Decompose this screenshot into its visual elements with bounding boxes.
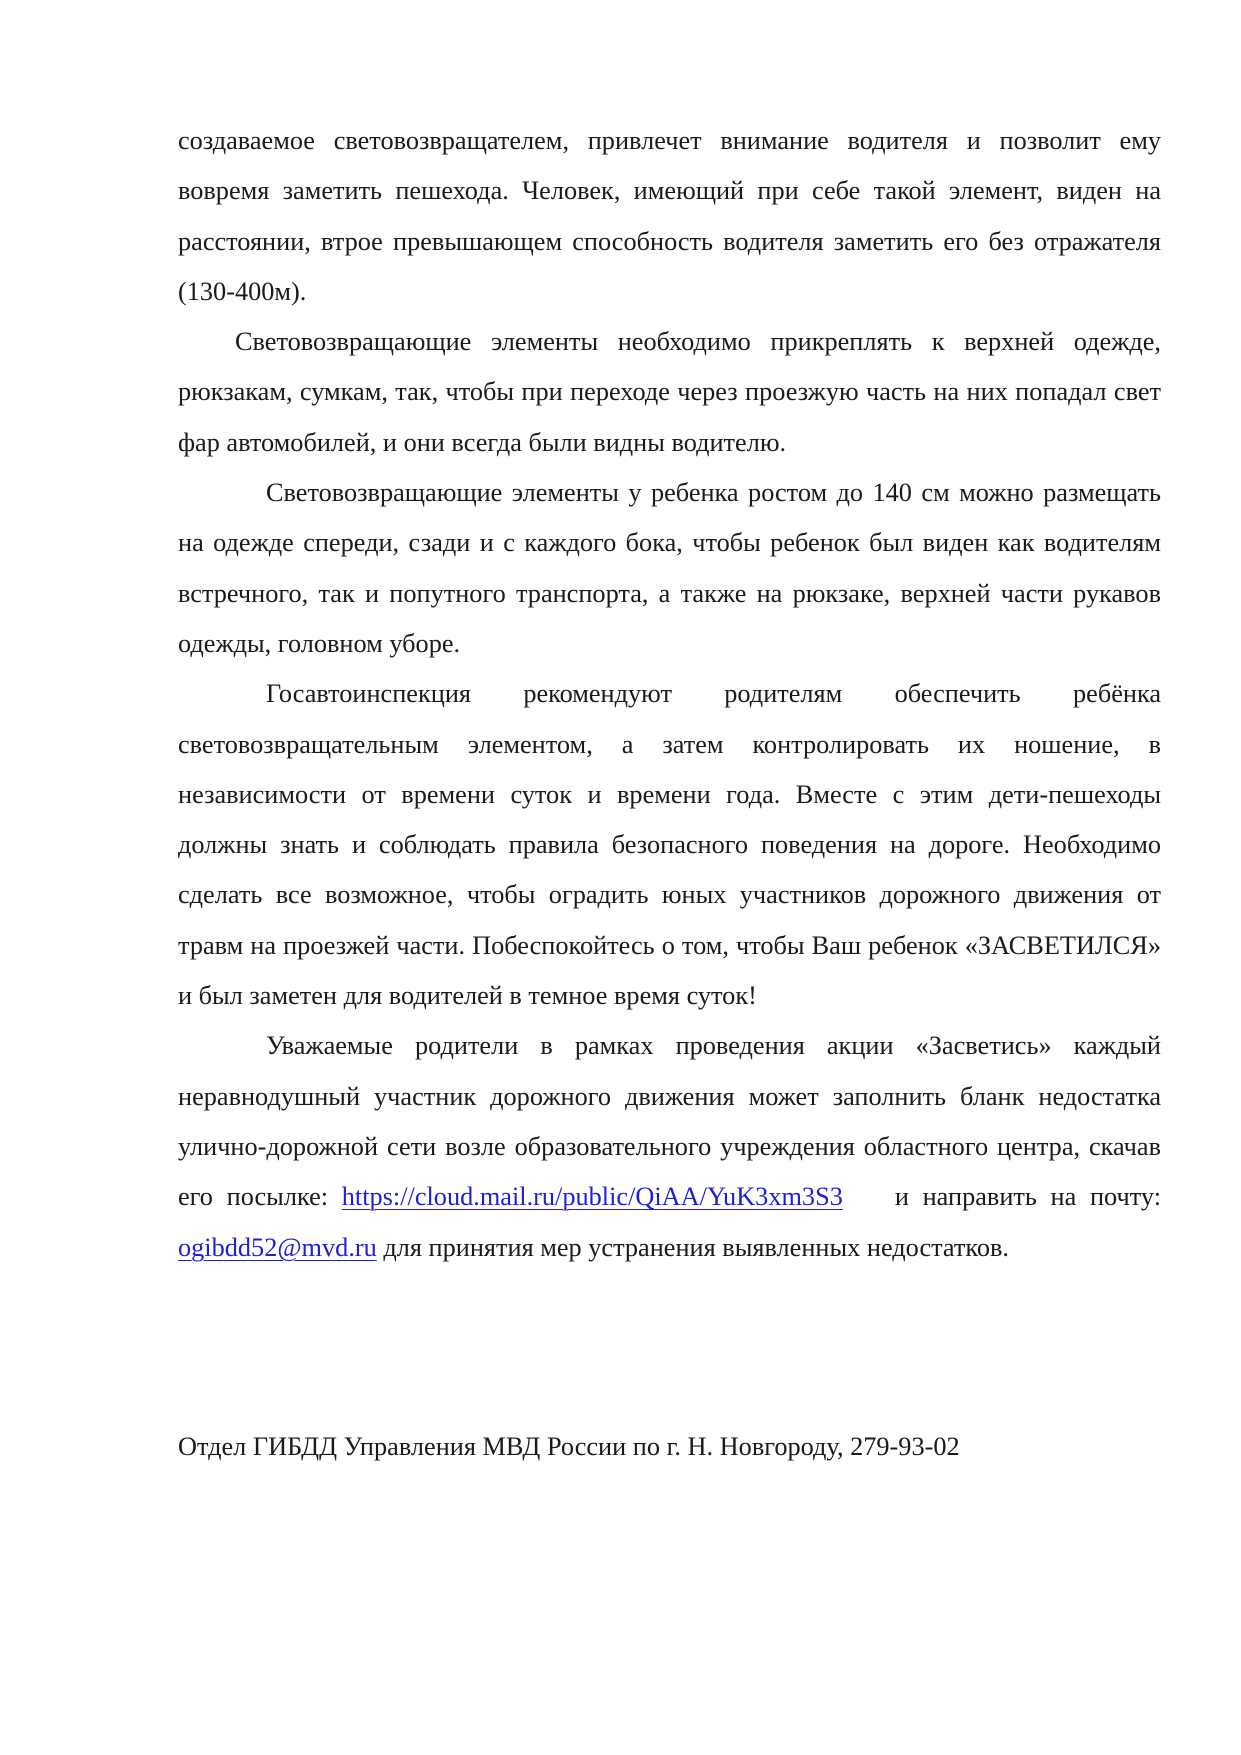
- campaign-text: Уважаемые родители в рамках проведения акции «Засветись» каждый неравнодушный участник дорожного движения может заполнить бланк недостатка улично-дорожной сети возле образовательного учреждения областного центра, скачав его посылке:: [178, 1031, 1161, 1212]
- document-body: [178, 116, 1161, 1273]
- footer-contact: Отдел ГИБДД Управления МВД России по г. Н. Новгороду, 279-93-02: [178, 1432, 960, 1461]
- paragraph-reflector-attachment: Световозвращающие элементы необходимо прикреплять к верхней одежде, рюкзакам, сумкам, так, чтобы при переходе через проезжую часть на них попадал свет фар автомобилей, и они всегда были видны водителю.: [178, 327, 1161, 457]
- paragraph-traffic-police-recommendation: Госавтоинспекция рекомендуют родителям обеспечить ребёнка световозвращательным элементом, а затем контролировать их ношение, в независимости от времени суток и времени года. Вместе с этим дети-пешеходы должны знать и соблюдать правила безопасного поведения на дороге. Необходимо сделать все возможное, чтобы оградить юных участников дорожного движения от травм на проезжей части. Побеспокойтесь о том, чтобы Ваш ребенок «ЗАСВЕТИЛСЯ» и был заметен для водителей в темное время суток!: [178, 679, 1161, 1011]
- paragraph-campaign-form: [178, 1021, 1161, 1272]
- paragraph-child-reflectors: Световозвращающие элементы у ребенка ростом до 140 см можно размещать на одежде спереди, сзади и с каждого бока, чтобы ребенок был виден как водителям встречного, так и попутного транспорта, а также на рюкзаке, верхней части рукавов одежды, головном уборе.: [178, 478, 1161, 658]
- email-link[interactable]: ogibdd52@mvd.ru: [178, 1232, 377, 1262]
- paragraph-reflector-visibility: создаваемое световозвращателем, привлечет внимание водителя и позволит ему вовремя заметить пешехода. Человек, имеющий при себе такой элемент, виден на расстоянии, втрое превышающем способность водителя заметить его без отражателя (130-400м).: [178, 126, 1161, 306]
- cloud-form-link[interactable]: https://cloud.mail.ru/public/QiAA/YuK3xm3S3: [341, 1182, 843, 1212]
- closing-text: для принятия мер устранения выявленных недостатков.: [376, 1232, 1010, 1262]
- send-instruction-text: и направить на почту:: [894, 1182, 1162, 1212]
